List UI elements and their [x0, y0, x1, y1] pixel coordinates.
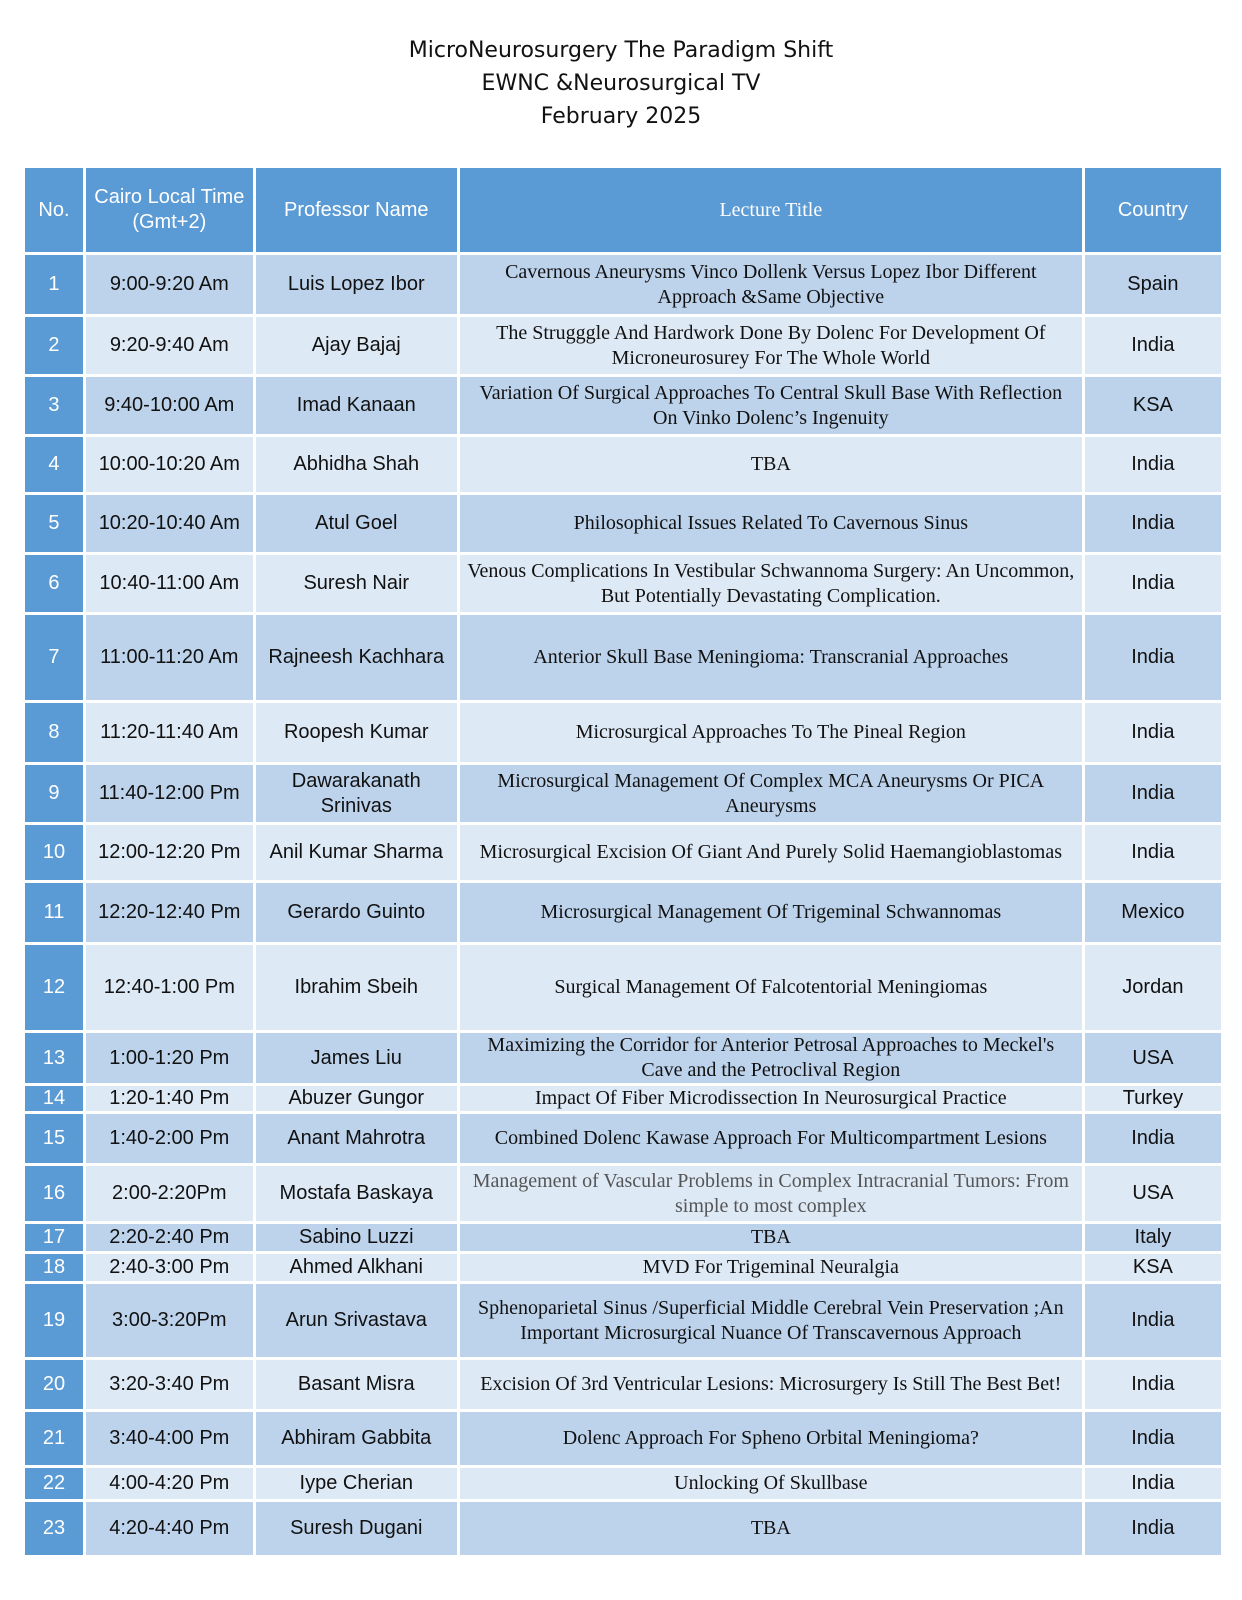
cell-country: USA: [1083, 1165, 1222, 1223]
cell-no: 10: [24, 824, 85, 882]
cell-lecture-title: TBA: [458, 436, 1083, 494]
cell-country: India: [1083, 702, 1222, 764]
cell-professor: Ibrahim Sbeih: [254, 944, 458, 1032]
cell-country: India: [1083, 614, 1222, 702]
cell-time: 3:20-3:40 Pm: [84, 1359, 254, 1411]
cell-time: 9:40-10:00 Am: [84, 376, 254, 436]
cell-professor: Iype Cherian: [254, 1467, 458, 1501]
table-row: [24, 824, 1223, 882]
cell-lecture-title: TBA: [458, 1223, 1083, 1253]
cell-no: 21: [24, 1411, 85, 1467]
table-row: [24, 1501, 1223, 1557]
column-header-country: Country: [1083, 167, 1222, 254]
table-row: [24, 316, 1223, 376]
event-organizers: EWNC &Neurosurgical TV: [481, 71, 761, 96]
cell-no: 7: [24, 614, 85, 702]
cell-no: 5: [24, 494, 85, 554]
table-row: [24, 254, 1223, 316]
cell-country: India: [1083, 1283, 1222, 1359]
column-header-professor: Professor Name: [254, 167, 458, 254]
column-header-no: No.: [24, 167, 85, 254]
table-row: [24, 944, 1223, 1032]
cell-no: 9: [24, 764, 85, 824]
cell-lecture-title: Philosophical Issues Related To Cavernous Sinus: [458, 494, 1083, 554]
table-row: [24, 1085, 1223, 1113]
table-row: [24, 764, 1223, 824]
cell-professor: Imad Kanaan: [254, 376, 458, 436]
table-row: [24, 1113, 1223, 1165]
cell-lecture-title: Variation Of Surgical Approaches To Central Skull Base With Reflection On Vinko Dolenc’s Ingenuity: [458, 376, 1083, 436]
cell-lecture-title: Anterior Skull Base Meningioma: Transcranial Approaches: [458, 614, 1083, 702]
cell-lecture-title: Unlocking Of Skullbase: [458, 1467, 1083, 1501]
cell-lecture-title: Microsurgical Approaches To The Pineal Region: [458, 702, 1083, 764]
cell-country: Turkey: [1083, 1085, 1222, 1113]
cell-time: 3:00-3:20Pm: [84, 1283, 254, 1359]
cell-time: 10:40-11:00 Am: [84, 554, 254, 614]
table-row: [24, 614, 1223, 702]
cell-no: 18: [24, 1253, 85, 1283]
cell-professor: Mostafa Baskaya: [254, 1165, 458, 1223]
cell-time: 12:00-12:20 Pm: [84, 824, 254, 882]
cell-time: 11:20-11:40 Am: [84, 702, 254, 764]
cell-time: 2:40-3:00 Pm: [84, 1253, 254, 1283]
table-row: [24, 1467, 1223, 1501]
cell-time: 11:00-11:20 Am: [84, 614, 254, 702]
cell-time: 2:20-2:40 Pm: [84, 1223, 254, 1253]
cell-professor: Luis Lopez Ibor: [254, 254, 458, 316]
cell-no: 1: [24, 254, 85, 316]
cell-country: India: [1083, 1411, 1222, 1467]
cell-time: 1:20-1:40 Pm: [84, 1085, 254, 1113]
cell-professor: Suresh Dugani: [254, 1501, 458, 1557]
cell-country: India: [1083, 436, 1222, 494]
table-row: [24, 436, 1223, 494]
table-row: [24, 1032, 1223, 1085]
table-row: [24, 376, 1223, 436]
cell-no: 20: [24, 1359, 85, 1411]
table-row: [24, 1223, 1223, 1253]
cell-lecture-title: Impact Of Fiber Microdissection In Neurosurgical Practice: [458, 1085, 1083, 1113]
cell-professor: Dawarakanath Srinivas: [254, 764, 458, 824]
cell-country: India: [1083, 1359, 1222, 1411]
document-header: [0, 34, 1242, 133]
cell-no: 15: [24, 1113, 85, 1165]
cell-lecture-title: Microsurgical Management Of Trigeminal Schwannomas: [458, 882, 1083, 944]
cell-professor: Suresh Nair: [254, 554, 458, 614]
cell-country: Spain: [1083, 254, 1222, 316]
cell-time: 9:20-9:40 Am: [84, 316, 254, 376]
cell-lecture-title: The Strugggle And Hardwork Done By Dolenc For Development Of Microneurosurey For The Whole World: [458, 316, 1083, 376]
cell-lecture-title: TBA: [458, 1501, 1083, 1557]
event-date: February 2025: [540, 104, 702, 129]
table-row: [24, 882, 1223, 944]
cell-no: 4: [24, 436, 85, 494]
cell-professor: Gerardo Guinto: [254, 882, 458, 944]
cell-lecture-title: Sphenoparietal Sinus /Superficial Middle Cerebral Vein Preservation ;An Important Microsurgical Nuance Of Transcavernous Approach: [458, 1283, 1083, 1359]
cell-time: 4:20-4:40 Pm: [84, 1501, 254, 1557]
cell-no: 14: [24, 1085, 85, 1113]
cell-country: India: [1083, 824, 1222, 882]
cell-no: 13: [24, 1032, 85, 1085]
table-row: [24, 1253, 1223, 1283]
column-header-title: Lecture Title: [458, 167, 1083, 254]
cell-lecture-title: Maximizing the Corridor for Anterior Petrosal Approaches to Meckel's Cave and the Petroclival Region: [458, 1032, 1083, 1085]
cell-country: USA: [1083, 1032, 1222, 1085]
cell-no: 3: [24, 376, 85, 436]
cell-no: 17: [24, 1223, 85, 1253]
event-title: MicroNeurosurgery The Paradigm Shift: [408, 38, 834, 63]
table-header-row: [24, 167, 1223, 254]
cell-lecture-title: MVD For Trigeminal Neuralgia: [458, 1253, 1083, 1283]
cell-time: 1:40-2:00 Pm: [84, 1113, 254, 1165]
cell-country: Jordan: [1083, 944, 1222, 1032]
cell-time: 4:00-4:20 Pm: [84, 1467, 254, 1501]
cell-lecture-title: Microsurgical Excision Of Giant And Purely Solid Haemangioblastomas: [458, 824, 1083, 882]
cell-professor: Roopesh Kumar: [254, 702, 458, 764]
column-header-time: Cairo Local Time (Gmt+2): [84, 167, 254, 254]
cell-time: 9:00-9:20 Am: [84, 254, 254, 316]
cell-professor: Atul Goel: [254, 494, 458, 554]
cell-country: India: [1083, 494, 1222, 554]
cell-professor: Rajneesh Kachhara: [254, 614, 458, 702]
cell-lecture-title: Excision Of 3rd Ventricular Lesions: Microsurgery Is Still The Best Bet!: [458, 1359, 1083, 1411]
cell-lecture-title: Microsurgical Management Of Complex MCA Aneurysms Or PICA Aneurysms: [458, 764, 1083, 824]
table-row: [24, 1283, 1223, 1359]
cell-lecture-title: Venous Complications In Vestibular Schwannoma Surgery: An Uncommon, But Potentially Devastating Complication.: [458, 554, 1083, 614]
cell-country: India: [1083, 316, 1222, 376]
cell-professor: Sabino Luzzi: [254, 1223, 458, 1253]
table-body: [24, 254, 1223, 1557]
table-row: [24, 1359, 1223, 1411]
table-row: [24, 1411, 1223, 1467]
cell-country: India: [1083, 764, 1222, 824]
cell-professor: Abhiram Gabbita: [254, 1411, 458, 1467]
cell-country: Italy: [1083, 1223, 1222, 1253]
cell-country: India: [1083, 1467, 1222, 1501]
cell-country: India: [1083, 1501, 1222, 1557]
cell-professor: Abhidha Shah: [254, 436, 458, 494]
cell-lecture-title: Dolenc Approach For Spheno Orbital Meningioma?: [458, 1411, 1083, 1467]
cell-professor: Basant Misra: [254, 1359, 458, 1411]
cell-country: Mexico: [1083, 882, 1222, 944]
cell-time: 2:00-2:20Pm: [84, 1165, 254, 1223]
cell-no: 2: [24, 316, 85, 376]
table-row: [24, 554, 1223, 614]
cell-professor: Anil Kumar Sharma: [254, 824, 458, 882]
cell-time: 1:00-1:20 Pm: [84, 1032, 254, 1085]
cell-time: 10:20-10:40 Am: [84, 494, 254, 554]
table-row: [24, 494, 1223, 554]
lecture-schedule-table: [22, 165, 1224, 1558]
cell-time: 12:40-1:00 Pm: [84, 944, 254, 1032]
cell-no: 22: [24, 1467, 85, 1501]
cell-lecture-title: Cavernous Aneurysms Vinco Dollenk Versus Lopez Ibor Different Approach &Same Objective: [458, 254, 1083, 316]
cell-no: 8: [24, 702, 85, 764]
cell-country: India: [1083, 554, 1222, 614]
cell-no: 11: [24, 882, 85, 944]
cell-no: 16: [24, 1165, 85, 1223]
cell-lecture-title: Combined Dolenc Kawase Approach For Multicompartment Lesions: [458, 1113, 1083, 1165]
cell-professor: Anant Mahrotra: [254, 1113, 458, 1165]
cell-country: India: [1083, 1113, 1222, 1165]
cell-time: 11:40-12:00 Pm: [84, 764, 254, 824]
cell-no: 12: [24, 944, 85, 1032]
cell-professor: Ahmed Alkhani: [254, 1253, 458, 1283]
cell-time: 10:00-10:20 Am: [84, 436, 254, 494]
cell-no: 6: [24, 554, 85, 614]
cell-lecture-title: Surgical Management Of Falcotentorial Meningiomas: [458, 944, 1083, 1032]
cell-country: KSA: [1083, 1253, 1222, 1283]
table-row: [24, 702, 1223, 764]
cell-time: 12:20-12:40 Pm: [84, 882, 254, 944]
cell-country: KSA: [1083, 376, 1222, 436]
cell-no: 19: [24, 1283, 85, 1359]
cell-professor: Abuzer Gungor: [254, 1085, 458, 1113]
cell-professor: Arun Srivastava: [254, 1283, 458, 1359]
cell-lecture-title: Management of Vascular Problems in Complex Intracranial Tumors: From simple to most complex: [458, 1165, 1083, 1223]
cell-time: 3:40-4:00 Pm: [84, 1411, 254, 1467]
cell-professor: Ajay Bajaj: [254, 316, 458, 376]
cell-no: 23: [24, 1501, 85, 1557]
cell-professor: James Liu: [254, 1032, 458, 1085]
table-row: [24, 1165, 1223, 1223]
